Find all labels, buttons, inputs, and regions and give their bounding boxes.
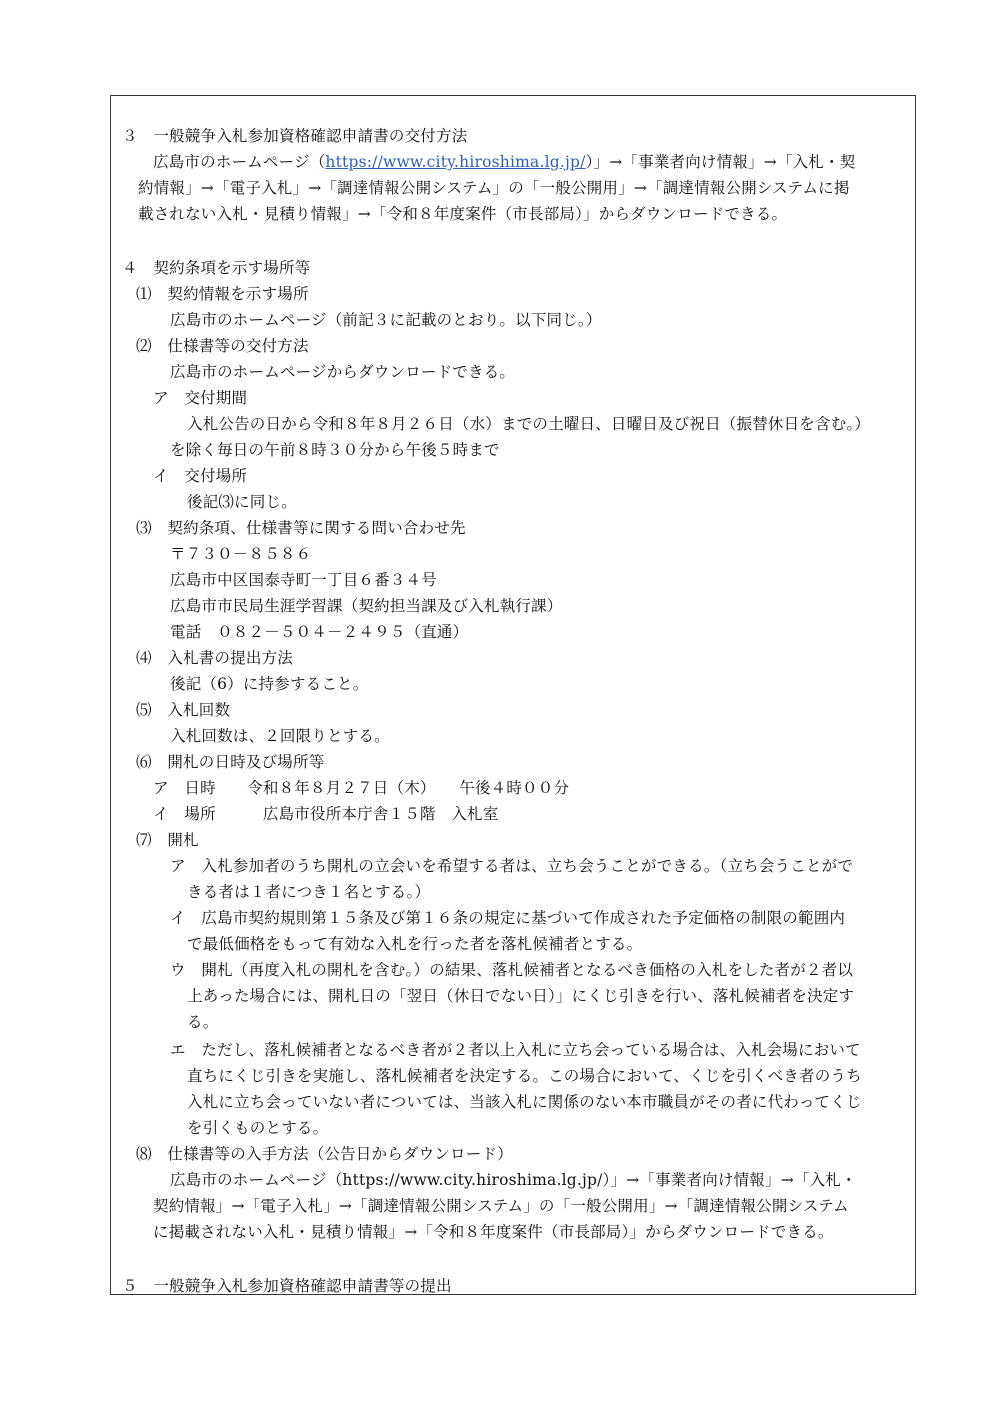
s7-e-3: 入札に立ち会っていない者については、当該入札に関係のない本市職員がその者に代わってくじ [187, 1093, 862, 1111]
s3-dept: 広島市市民局生涯学習課（契約担当課及び入札執行課） [170, 597, 563, 615]
s3-postal: 〒７３０－８５８６ [170, 545, 312, 563]
s7-u-1: ウ 開札（再度入札の開札を含む。）の結果、落札候補者となるべき価格の入札をした者が２者以 [170, 961, 854, 979]
s1-text: 広島市のホームページ（前記３に記載のとおり。以下同じ。） [170, 311, 602, 329]
section3-line2: 約情報」→「電子入札」→「調達情報公開システム」の「一般公開用」→「調達情報公開システムに掲 [138, 179, 850, 197]
s7-i-1: イ 広島市契約規則第１５条及び第１６条の規定に基づいて作成された予定価格の制限の範囲内 [170, 909, 846, 927]
section3-heading: ３ 一般競争入札参加資格確認申請書の交付方法 [122, 127, 468, 145]
s3-phone: 電話 ０８２－５０４－２４９５（直通） [170, 623, 469, 641]
s7-a-1: ア 入札参加者のうち開札の立会いを希望する者は、立ち会うことができる。（立ち会うことがで [170, 857, 854, 875]
s6-i: イ 場所 広島市役所本庁舎１５階 入札室 [153, 805, 499, 823]
s7-i-2: で最低価格をもって有効な入札を行った者を落札候補者とする。 [187, 935, 643, 953]
s2-a-line1: 入札公告の日から令和８年８月２６日（水）までの土曜日、日曜日及び祝日（振替休日を含む。） [187, 415, 871, 433]
homepage-link[interactable]: https://www.city.hiroshima.lg.jp/ [325, 153, 586, 171]
s4-heading: ⑷ 入札書の提出方法 [136, 649, 294, 667]
s5-text: 入札回数は、２回限りとする。 [170, 727, 390, 745]
s8-line3: に掲載されない入札・見積り情報」→「令和８年度案件（市長部局）」からダウンロードできる。 [153, 1223, 834, 1241]
section5-heading: ５ 一般競争入札参加資格確認申請書等の提出 [122, 1277, 452, 1295]
s2-text: 広島市のホームページからダウンロードできる。 [170, 363, 516, 381]
s3-address: 広島市中区国泰寺町一丁目６番３４号 [170, 571, 437, 589]
s8-line2: 契約情報」→「電子入札」→「調達情報公開システム」の「一般公開用」→「調達情報公開システム [153, 1197, 849, 1215]
s7-a-2: きる者は１者につき１名とする。） [187, 883, 431, 901]
s7-e-4: を引くものとする。 [187, 1119, 329, 1137]
s7-heading: ⑺ 開札 [136, 831, 199, 849]
s7-e-1: エ ただし、落札候補者となるべき者が２者以上入札に立ち会っている場合は、入札会場において [170, 1041, 861, 1059]
s7-u-3: る。 [187, 1013, 219, 1031]
s2-i-text: 後記⑶に同じ。 [187, 493, 297, 511]
s2-a-heading: ア 交付期間 [153, 389, 248, 407]
s2-i-heading: イ 交付場所 [153, 467, 248, 485]
s4-text: 後記（6）に持参すること。 [170, 675, 369, 693]
s8-heading: ⑻ 仕様書等の入手方法（公告日からダウンロード） [136, 1145, 513, 1163]
s1-heading: ⑴ 契約情報を示す場所 [136, 285, 309, 303]
s6-heading: ⑹ 開札の日時及び場所等 [136, 753, 325, 771]
s5-heading: ⑸ 入札回数 [136, 701, 231, 719]
s7-u-2: 上あった場合には、開札日の「翌日（休日でない日）」にくじ引きを行い、落札候補者を決定す [187, 987, 855, 1005]
s2-heading: ⑵ 仕様書等の交付方法 [136, 337, 309, 355]
s2-a-line2: を除く毎日の午前８時３０分から午後５時まで [170, 441, 500, 459]
s8-line1: 広島市のホームページ（https://www.city.hiroshima.lg.jp/）」→「事業者向け情報」→「入札・ [170, 1171, 857, 1189]
section3-line1: 広島市のホームページ（https://www.city.hiroshima.lg.jp/）」→「事業者向け情報」→「入札・契 [153, 153, 856, 171]
s3-heading: ⑶ 契約条項、仕様書等に関する問い合わせ先 [136, 519, 466, 537]
section4-heading: ４ 契約条項を示す場所等 [122, 259, 311, 277]
section3-line3: 載されない入札・見積り情報」→「令和８年度案件（市長部局）」からダウンロードできる。 [138, 205, 788, 223]
s7-e-2: 直ちにくじ引きを実施し、落札候補者を決定する。この場合において、くじを引くべき者のうち [187, 1067, 862, 1085]
s6-a: ア 日時 令和８年８月２７日（木） 午後４時００分 [153, 779, 570, 797]
